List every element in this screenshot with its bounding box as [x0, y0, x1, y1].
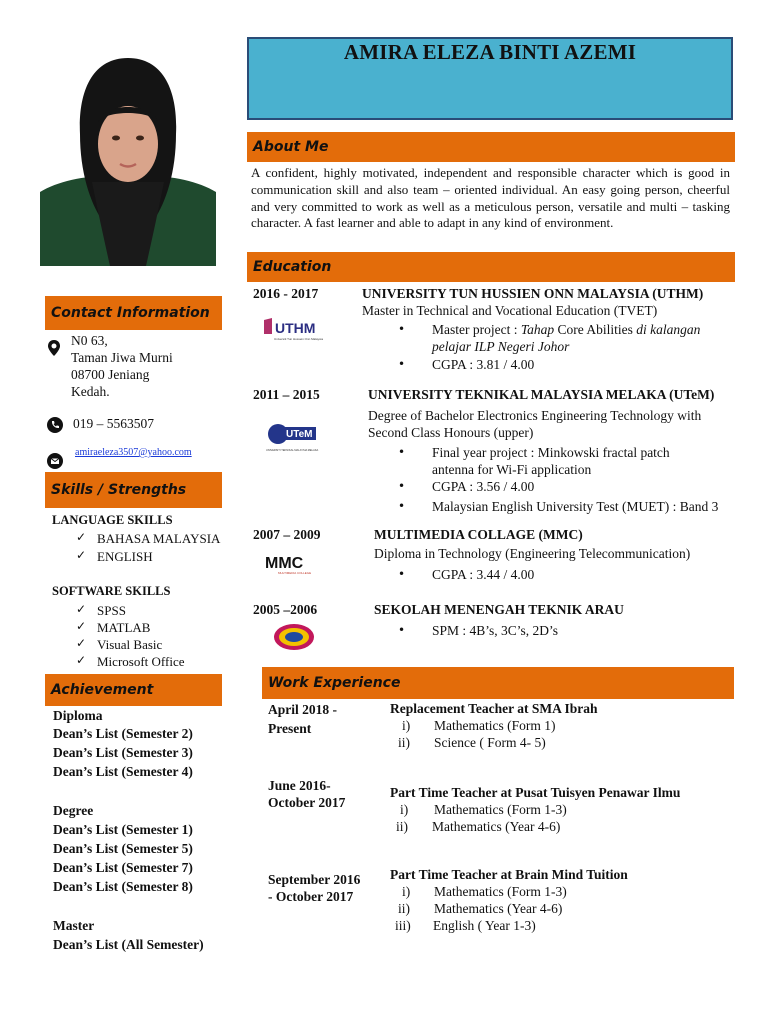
section-work-experience: [262, 667, 734, 699]
bullet-icon: •: [398, 567, 406, 581]
edu-school: MULTIMEDIA COLLAGE (MMC): [374, 527, 583, 542]
bullet-icon: •: [398, 499, 406, 513]
achievement-item: Dean’s List (Semester 5): [53, 841, 193, 856]
work-item: English ( Year 1-3): [433, 918, 536, 933]
work-item: Mathematics (Form 1-3): [434, 884, 567, 899]
work-date-cont: Present: [268, 721, 312, 736]
software-item: SPSS: [97, 603, 126, 618]
work-item-num: ii): [398, 901, 410, 916]
work-title: Replacement Teacher at SMA Ibrah: [390, 701, 598, 716]
contact-email-link[interactable]: amiraeleza3507@yahoo.com: [75, 447, 192, 458]
work-item: Mathematics (Year 4-6): [434, 901, 563, 916]
work-item-num: i): [400, 802, 409, 817]
edu-bullet-cgpa: CGPA : 3.56 / 4.00: [432, 479, 535, 494]
email-icon: [47, 453, 63, 469]
check-icon: ✓: [76, 619, 87, 633]
contact-address-line: N0 63,: [71, 333, 108, 348]
section-contact-title: Contact Information: [51, 305, 210, 321]
work-item: Mathematics (Form 1-3): [434, 802, 567, 817]
contact-address-line: 08700 Jeniang: [71, 367, 150, 382]
edu-bullet-fyp-cont: antenna for Wi-Fi application: [432, 462, 592, 477]
utem-logo-sub: UNIVERSITI TEKNIKAL MALAYSIA MELAKA: [266, 449, 319, 452]
language-item: ENGLISH: [97, 549, 153, 564]
work-title: Part Time Teacher at Pusat Tuisyen Penawar Ilmu: [390, 785, 681, 800]
achievement-item: Dean’s List (All Semester): [53, 937, 204, 952]
work-date: September 2016: [268, 872, 361, 887]
achievement-item: Dean’s List (Semester 1): [53, 822, 193, 837]
check-icon: ✓: [76, 653, 87, 667]
software-item: MATLAB: [97, 620, 151, 635]
about-me-text: A confident, highly motivated, independent and responsible character which is good in communication skill and also team – oriented individual. An easy going person, cheerful and very committed to work as well as a meticulous person, versatile and multi – tasking character. A fast learner and able to adapt in any kind of environment.: [251, 165, 730, 231]
achievement-item: Dean’s List (Semester 2): [53, 726, 193, 741]
edu-years: 2005 –2006: [253, 602, 318, 617]
work-date-cont: - October 2017: [268, 889, 354, 904]
mmc-logo-sub: MULTIMEDIA COLLEGE: [278, 571, 312, 575]
location-pin-icon: [46, 339, 62, 357]
language-item: BAHASA MALAYSIA: [97, 531, 221, 546]
edu-years: 2016 - 2017: [253, 286, 319, 301]
edu-program-cont: Second Class Honours (upper): [368, 425, 534, 440]
edu-bullet-project-cont: pelajar ILP Negeri Johor: [432, 339, 570, 354]
work-date: June 2016-: [268, 778, 331, 793]
section-achievement-title: Achievement: [51, 682, 154, 698]
bullet-icon: •: [398, 357, 406, 371]
check-icon: ✓: [76, 636, 87, 650]
software-skills-title: SOFTWARE SKILLS: [52, 584, 171, 598]
edu-school: UNIVERSITY TEKNIKAL MALAYSIA MELAKA (UTeM): [368, 387, 715, 402]
section-education: [247, 252, 735, 282]
section-about-me: [247, 132, 735, 162]
work-item-num: i): [402, 884, 411, 899]
section-work-experience-title: Work Experience: [268, 675, 401, 691]
work-item-num: ii): [396, 819, 408, 834]
work-item: Science ( Form 4- 5): [434, 735, 546, 750]
contact-address-line: Kedah.: [71, 384, 110, 399]
section-skills-strengths: [45, 472, 222, 508]
language-skills-title: LANGUAGE SKILLS: [52, 513, 173, 527]
profile-photo: [40, 52, 216, 266]
edu-program: Diploma in Technology (Engineering Telecommunication): [374, 546, 691, 561]
edu-school: SEKOLAH MENENGAH TEKNIK ARAU: [374, 602, 624, 617]
work-date-cont: October 2017: [268, 795, 346, 810]
achievement-group-title: Diploma: [53, 708, 103, 723]
edu-years: 2007 – 2009: [253, 527, 321, 542]
bullet-icon: •: [398, 322, 406, 336]
edu-bullet-cgpa: CGPA : 3.81 / 4.00: [432, 357, 535, 372]
work-date: April 2018 -: [268, 702, 337, 717]
achievement-item: Dean’s List (Semester 8): [53, 879, 193, 894]
name-header: [247, 37, 733, 120]
section-skills-title: Skills / Strengths: [51, 482, 187, 498]
achievement-item: Dean’s List (Semester 3): [53, 745, 193, 760]
work-item-num: i): [402, 718, 411, 733]
work-item-num: ii): [398, 735, 410, 750]
achievement-item: Dean’s List (Semester 4): [53, 764, 193, 779]
check-icon: ✓: [76, 602, 87, 616]
bullet-icon: •: [398, 445, 406, 459]
mmc-logo: [264, 552, 322, 576]
edu-bullet-cgpa: CGPA : 3.44 / 4.00: [432, 567, 535, 582]
edu-bullet-fyp: Final year project : Minkowski fractal patch: [432, 445, 670, 460]
section-education-title: Education: [253, 259, 332, 275]
phone-icon: [47, 417, 63, 433]
edu-bullet-project: Master project : Tahap Core Abilities di kalangan: [432, 322, 701, 337]
work-item: Mathematics (Form 1): [434, 718, 556, 733]
achievement-group-title: Degree: [53, 803, 94, 818]
section-achievement: [45, 674, 222, 706]
utem-logo-text: UTeM: [286, 429, 313, 440]
uthm-logo: [260, 314, 324, 344]
utem-logo: [264, 420, 320, 456]
work-item: Mathematics (Year 4-6): [432, 819, 561, 834]
edu-bullet-muet: Malaysian English University Test (MUET) : Band 3: [432, 499, 719, 514]
bullet-icon: •: [398, 479, 406, 493]
software-item: Microsoft Office: [97, 654, 185, 669]
check-icon: ✓: [76, 548, 87, 562]
edu-program: Degree of Bachelor Electronics Engineering Technology with: [368, 408, 702, 423]
edu-years: 2011 – 2015: [253, 387, 320, 402]
work-item-num: iii): [395, 918, 411, 933]
software-item: Visual Basic: [97, 637, 163, 652]
check-icon: ✓: [76, 530, 87, 544]
full-name: AMIRA ELEZA BINTI AZEMI: [343, 40, 637, 64]
work-title: Part Time Teacher at Brain Mind Tuition: [390, 867, 628, 882]
bullet-icon: •: [398, 623, 406, 637]
uthm-logo-sub: Universiti Tun Hussein Onn Malaysia: [274, 337, 324, 341]
achievement-item: Dean’s List (Semester 7): [53, 860, 193, 875]
contact-phone: 019 – 5563507: [73, 416, 154, 431]
school-crest-logo: [272, 622, 316, 652]
mmc-logo-text: MMC: [265, 555, 304, 572]
edu-school: UNIVERSITY TUN HUSSIEN ONN MALAYSIA (UTHM): [362, 286, 704, 301]
edu-bullet-spm: SPM : 4B’s, 3C’s, 2D’s: [432, 623, 559, 638]
section-about-me-title: About Me: [253, 139, 329, 155]
edu-program: Master in Technical and Vocational Education (TVET): [362, 303, 658, 318]
section-contact-information: [45, 296, 222, 330]
contact-address-line: Taman Jiwa Murni: [71, 350, 173, 365]
achievement-group-title: Master: [53, 918, 95, 933]
uthm-logo-text: UTHM: [275, 320, 316, 336]
